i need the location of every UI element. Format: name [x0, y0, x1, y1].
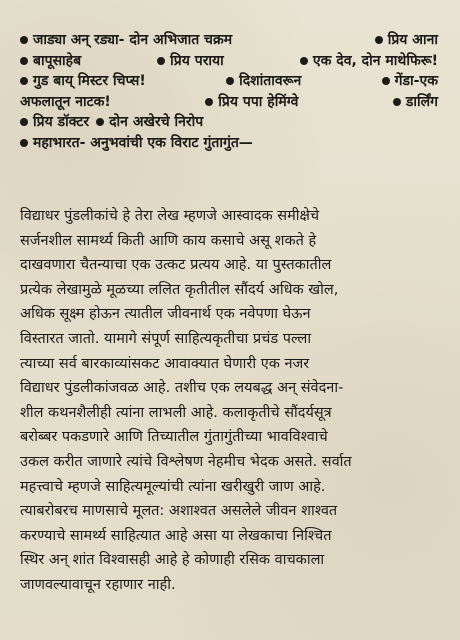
essay-title: एक देव, दोन माथेफिरू!	[312, 52, 438, 69]
list-item	[205, 92, 298, 113]
bullet-icon	[300, 57, 308, 65]
list-item	[375, 30, 438, 51]
list-item	[157, 51, 224, 72]
essay-title: महाभारत- अनुभवांची एक विराट गुंतागुंत—	[33, 134, 253, 151]
list-item	[393, 92, 438, 113]
list-item	[300, 51, 438, 72]
essay-list-row	[20, 51, 445, 72]
bullet-icon	[20, 139, 28, 147]
bullet-icon	[226, 77, 234, 85]
essay-title: जाड्या अन् रड्या- दोन अभिजात चक्रम	[33, 32, 233, 48]
blurb-line: करण्याचे सामर्थ्य साहित्यात आहे असा या लेखकाचा निश्चित	[20, 527, 332, 544]
essay-title: दोन अखेरचे निरोप	[109, 114, 204, 130]
blurb-line: दाखवणारा चैतन्याचा एक उत्कट प्रत्यय आहे. या पुस्तकातील	[20, 257, 332, 274]
blurb-line: त्याबरोबरच माणसाचे मूलत: अशाश्वत असलेले जीवन शाश्वत	[20, 503, 338, 520]
bullet-icon	[205, 98, 213, 106]
essay-list-row	[20, 71, 445, 92]
bullet-icon	[382, 77, 390, 85]
essay-title: प्रिय पराया	[170, 52, 224, 69]
essay-title: गेंडा-एक	[394, 73, 438, 89]
essay-title: अफलातून नाटक!	[20, 93, 111, 110]
list-item	[226, 71, 301, 92]
essay-list-row	[20, 30, 445, 51]
bullet-icon	[96, 118, 104, 126]
list-item	[20, 71, 146, 92]
blurb-paragraph	[20, 204, 446, 598]
blurb-line: विद्याधर पुंडलीकांजवळ आहे. तशीच एक लयबद्ध अन् संवेदना-	[20, 380, 344, 397]
list-item	[20, 92, 111, 113]
bullet-icon	[375, 36, 383, 44]
blurb-line: अधिक सूक्ष्म होऊन त्यातील जीवनार्थ एक नवेपणा घेऊन	[20, 306, 311, 323]
blurb-line: जाणवल्यावाचून रहाणार नाही.	[20, 576, 176, 593]
essay-title: बापूसाहेब	[33, 52, 82, 69]
list-item	[20, 112, 89, 133]
essay-title: गुड बाय् मिस्टर चिप्स!	[33, 73, 146, 89]
blurb-line: उकल करीत जाणारे त्यांचे विश्लेषण नेहमीच भेदक असते. सर्वात	[20, 453, 352, 470]
essay-title: प्रिय आना	[387, 32, 438, 48]
bullet-icon	[157, 57, 165, 65]
essay-list-row	[20, 92, 445, 113]
blurb-line: विद्याधर पुंडलीकांचे हे तेरा लेख म्हणजे आस्वादक समीक्षेचे	[20, 208, 320, 224]
blurb-line: बरोब्बर पकडणारे आणि तिच्यातील गुंतागुंतीच्या भावविश्वाचे	[20, 429, 328, 446]
essay-list	[20, 30, 445, 153]
blurb-line: विस्तारत जातो. यामागे संपूर्ण साहित्यकृतीचा प्रचंड पल्ला	[20, 330, 312, 347]
list-item	[20, 30, 232, 51]
essay-title: प्रिय पपा हेमिंग्वे	[218, 93, 299, 110]
list-item	[20, 133, 253, 154]
bullet-icon	[20, 57, 28, 65]
blurb-line: त्याच्या सर्व बारकाव्यांसकट आवाक्यात घेणारी एक नजर	[20, 355, 310, 372]
essay-title: प्रिय डॉक्टर	[33, 114, 90, 130]
bullet-icon	[20, 36, 28, 44]
list-item	[96, 112, 203, 133]
blurb-line: सर्जनशील सामर्थ्य किती आणि काय कसाचे असू शकते हे	[20, 232, 317, 249]
blurb-line: शील कथनशैलीही त्यांना लाभली आहे. कलाकृतीचे सौंदर्यसूत्र	[20, 404, 332, 421]
list-item	[20, 51, 81, 72]
essay-list-row	[20, 133, 445, 154]
bullet-icon	[20, 77, 28, 85]
essay-title: डार्लिंग	[405, 93, 438, 110]
essay-list-row	[20, 112, 445, 133]
list-item	[382, 71, 438, 92]
essay-title: दिशांतावरून	[239, 73, 302, 89]
bullet-icon	[20, 118, 28, 126]
blurb-line: प्रत्येक लेखामुळे मूळच्या ललित कृतीतील सौंदर्य अधिक खोल,	[20, 281, 339, 298]
blurb-line: महत्त्वाचे म्हणजे साहित्यमूल्यांची त्यांना खरीखुरी जाण आहे.	[20, 478, 326, 495]
blurb-line: स्थिर अन् शांत विश्वासही आहे हे कोणाही रसिक वाचकाला	[20, 552, 325, 569]
bullet-icon	[393, 98, 401, 106]
